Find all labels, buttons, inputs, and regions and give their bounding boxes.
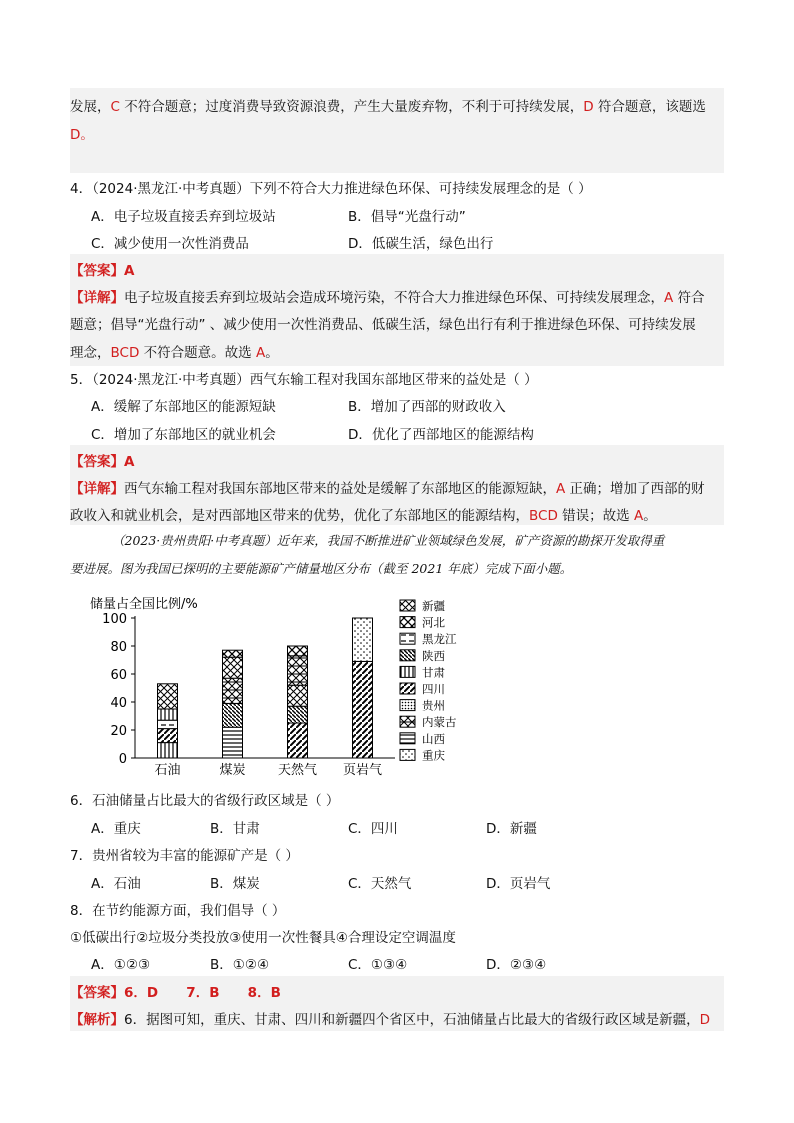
q8-option-c: C．①③④	[348, 957, 408, 973]
bar-segment	[158, 684, 178, 709]
q5-answer: 【答案】A	[70, 454, 135, 470]
bar-segment	[223, 678, 243, 703]
y-tick-label: 0	[118, 752, 127, 767]
q8-option-d: D．②③④	[486, 957, 547, 973]
legend-label: 内蒙古	[422, 715, 457, 730]
legend-swatch	[400, 633, 415, 644]
legend-label: 河北	[422, 615, 445, 630]
legend-swatch	[400, 716, 415, 727]
q7-option-d: D．页岩气	[486, 876, 551, 892]
energy-reserves-chart	[80, 590, 480, 785]
legend-label: 山西	[422, 731, 445, 746]
legend-swatch	[400, 666, 415, 677]
x-tick-label: 石油	[154, 763, 181, 778]
group-answer: 【答案】6．D 7．B 8．B	[70, 985, 281, 1001]
bar-segment	[288, 685, 308, 706]
legend-swatch	[400, 749, 415, 760]
q5-stem: 5．（2024·黑龙江·中考真题）西气东输工程对我国东部地区带来的益处是（ ）	[70, 372, 538, 388]
q6-option-b: B．甘肃	[210, 821, 260, 837]
legend-swatch	[400, 733, 415, 744]
legend-swatch	[400, 617, 415, 628]
bar-segment	[223, 650, 243, 657]
bar-segment	[288, 656, 308, 685]
q8-option-a: A．①②③	[91, 957, 151, 973]
q5-detail-line1: 【详解】西气东输工程对我国东部地区带来的益处是缓解了东部地区的能源短缺，A 正确；增加了西部的财	[70, 481, 705, 497]
top-explanation-line2: D。	[70, 127, 94, 143]
y-tick-label: 100	[102, 612, 127, 627]
q4-option-b: B．倡导“光盘行动”	[348, 209, 466, 225]
bar-segment	[223, 703, 243, 727]
intro-line2: 要进展。图为我国已探明的主要能源矿产储量地区分布（截至 2021 年底）完成下面小题。	[70, 561, 573, 576]
q4-stem: 4．（2024·黑龙江·中考真题）下列不符合大力推进绿色环保、可持续发展理念的是（ ）	[70, 181, 592, 197]
q6-stem: 6．石油储量占比最大的省级行政区域是（ ）	[70, 793, 340, 809]
legend-swatch	[400, 650, 415, 661]
bar-segment	[158, 743, 178, 758]
q5-option-a: A．缓解了东部地区的能源短缺	[91, 399, 276, 415]
y-tick-label: 60	[110, 668, 127, 683]
q7-stem: 7．贵州省较为丰富的能源矿产是（ ）	[70, 848, 299, 864]
legend-label: 新疆	[422, 599, 445, 613]
legend-label: 黑龙江	[422, 632, 457, 647]
y-tick-label: 80	[110, 640, 127, 655]
chart-ylabel: 储量占全国比例/%	[90, 597, 198, 612]
q4-option-a: A．电子垃圾直接丢弃到垃圾站	[91, 209, 276, 225]
legend-swatch	[400, 600, 415, 611]
bar-segment	[158, 729, 178, 743]
q6-option-c: C．四川	[348, 821, 398, 837]
legend-swatch	[400, 683, 415, 694]
bar-segment	[288, 706, 308, 723]
q4-option-d: D．低碳生活，绿色出行	[348, 236, 494, 252]
q4-detail-line3: 理念，BCD 不符合题意。故选 A。	[70, 345, 279, 361]
bar-segment	[353, 661, 373, 758]
q8-items: ①低碳出行②垃圾分类投放③使用一次性餐具④合理设定空调温度	[70, 930, 456, 946]
q4-option-c: C．减少使用一次性消费品	[91, 236, 249, 252]
q7-option-c: C．天然气	[348, 876, 412, 892]
legend-label: 贵州	[422, 698, 445, 713]
q5-option-c: C．增加了东部地区的就业机会	[91, 427, 276, 443]
legend-label: 陕西	[422, 648, 445, 663]
q5-detail-line2: 政收入和就业机会，是对西部地区带来的优势，优化了东部地区的能源结构，BCD 错误；故选 A。	[70, 508, 657, 524]
intro-line1: （2023·贵州贵阳·中考真题）近年来，我国不断推进矿业领域绿色发展，矿产资源的勘探开发取得重	[112, 533, 665, 548]
q7-option-b: B．煤炭	[210, 876, 260, 892]
q6-option-a: A．重庆	[91, 821, 141, 837]
x-tick-label: 煤炭	[219, 763, 246, 778]
q4-answer: 【答案】A	[70, 263, 135, 279]
bar-segment	[158, 720, 178, 728]
y-tick-label: 40	[110, 696, 127, 711]
q8-stem: 8．在节约能源方面，我们倡导（ ）	[70, 903, 286, 919]
legend-label: 重庆	[422, 748, 445, 763]
bar-segment	[223, 727, 243, 758]
x-tick-label: 页岩气	[342, 763, 383, 778]
bar-segment	[223, 657, 243, 678]
legend-swatch	[400, 700, 415, 711]
q4-detail-line2: 题意；倡导“光盘行动” 、减少使用一次性消费品、低碳生活，绿色出行有利于推进绿色环保、可持续发展	[70, 317, 696, 333]
bar-segment	[158, 709, 178, 720]
q7-option-a: A．石油	[91, 876, 141, 892]
bar-segment	[288, 723, 308, 758]
bar-segment	[288, 646, 308, 656]
legend-label: 甘肃	[422, 665, 445, 680]
q6-option-d: D．新疆	[486, 821, 537, 837]
q5-option-b: B．增加了西部的财政收入	[348, 399, 506, 415]
q8-option-b: B．①②④	[210, 957, 270, 973]
legend-label: 四川	[422, 682, 445, 696]
q4-detail-line1: 【详解】电子垃圾直接丢弃到垃圾站会造成环境污染，不符合大力推进绿色环保、可持续发展理念，A 符合	[70, 290, 705, 306]
bar-segment	[353, 618, 373, 661]
group-detail: 【解析】6．据图可知，重庆、甘肃、四川和新疆四个省区中，石油储量占比最大的省级行政区域是新疆，D	[70, 1012, 710, 1028]
x-tick-label: 天然气	[277, 763, 318, 778]
top-explanation-line1: 发展，C 不符合题意；过度消费导致资源浪费，产生大量废弃物，不利于可持续发展，D 符合题意，该题选	[70, 99, 706, 115]
y-tick-label: 20	[110, 724, 127, 739]
q5-option-d: D．优化了西部地区的能源结构	[348, 427, 534, 443]
